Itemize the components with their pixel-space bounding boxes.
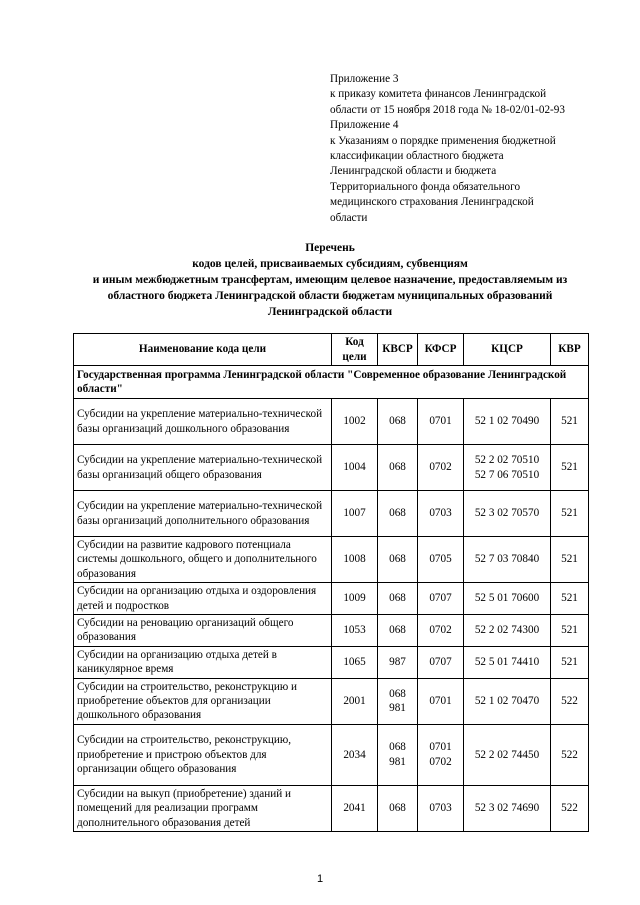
row-name: Субсидии на развитие кадрового потенциала системы дошкольного, общего и дополнительного образования bbox=[74, 537, 332, 583]
header-kvr: КВР bbox=[551, 334, 589, 366]
table-row bbox=[74, 537, 589, 583]
row-kvsr: 068 bbox=[378, 399, 418, 445]
title-line: Перечень bbox=[305, 242, 355, 254]
appendix-line: медицинского страхования Ленинградской bbox=[330, 196, 534, 209]
row-kvsr: 068 981 bbox=[378, 724, 418, 785]
row-kvr: 521 bbox=[551, 537, 589, 583]
row-kvsr: 068 bbox=[378, 785, 418, 831]
table-row bbox=[74, 615, 589, 647]
row-code: 1002 bbox=[332, 399, 378, 445]
row-kvsr: 068 981 bbox=[378, 678, 418, 724]
row-code: 1065 bbox=[332, 646, 378, 678]
row-kcsr: 52 5 01 74410 bbox=[464, 646, 551, 678]
row-kvr: 522 bbox=[551, 785, 589, 831]
row-kcsr: 52 3 02 74690 bbox=[464, 785, 551, 831]
row-name: Субсидии на организацию отдыха и оздоровления детей и подростков bbox=[74, 583, 332, 615]
row-name: Субсидии на выкуп (приобретение) зданий и помещений для реализации программ дополнительного образования детей bbox=[74, 785, 332, 831]
row-kfsr: 0701 bbox=[418, 678, 464, 724]
appendix-line: области bbox=[330, 211, 368, 224]
row-code: 2041 bbox=[332, 785, 378, 831]
row-code: 1053 bbox=[332, 615, 378, 647]
row-kfsr: 0701 0702 bbox=[418, 724, 464, 785]
row-kvsr: 068 bbox=[378, 583, 418, 615]
row-kvsr: 068 bbox=[378, 615, 418, 647]
row-kcsr: 52 1 02 70470 bbox=[464, 678, 551, 724]
table-row bbox=[74, 646, 589, 678]
row-code: 1007 bbox=[332, 491, 378, 537]
program-row bbox=[74, 366, 589, 399]
title-line: кодов целей, присваиваемых субсидиям, субвенциям bbox=[192, 258, 468, 270]
row-kfsr: 0703 bbox=[418, 491, 464, 537]
title-line: и иным межбюджетным трансфертам, имеющим целевое назначение, предоставляемым из bbox=[92, 274, 568, 286]
row-code: 1004 bbox=[332, 445, 378, 491]
row-kfsr: 0701 bbox=[418, 399, 464, 445]
row-kcsr: 52 5 01 70600 bbox=[464, 583, 551, 615]
row-kcsr: 52 7 03 70840 bbox=[464, 537, 551, 583]
table-row bbox=[74, 583, 589, 615]
table-row bbox=[74, 724, 589, 785]
row-name: Субсидии на укрепление материально-технической базы организаций общего образования bbox=[74, 445, 332, 491]
appendix-block bbox=[330, 72, 620, 226]
row-kfsr: 0707 bbox=[418, 646, 464, 678]
row-code: 1009 bbox=[332, 583, 378, 615]
header-name: Наименование кода цели bbox=[74, 334, 332, 366]
target-codes-table bbox=[73, 333, 589, 832]
row-kfsr: 0702 bbox=[418, 615, 464, 647]
row-code: 2034 bbox=[332, 724, 378, 785]
row-kvr: 521 bbox=[551, 646, 589, 678]
row-kcsr: 52 3 02 70570 bbox=[464, 491, 551, 537]
appendix-line: Приложение 3 bbox=[330, 73, 399, 85]
row-kvr: 521 bbox=[551, 491, 589, 537]
row-kvr: 521 bbox=[551, 583, 589, 615]
appendix-line: к Указаниям о порядке применения бюджетной bbox=[330, 134, 556, 147]
row-kvr: 521 bbox=[551, 615, 589, 647]
row-kvr: 521 bbox=[551, 445, 589, 491]
table-header-row bbox=[74, 334, 589, 366]
table-row bbox=[74, 491, 589, 537]
appendix-line: Приложение 4 bbox=[330, 119, 399, 132]
header-kcsr: КЦСР bbox=[464, 334, 551, 366]
row-kvr: 522 bbox=[551, 724, 589, 785]
header-kfsr: КФСР bbox=[418, 334, 464, 366]
row-kcsr: 52 2 02 74450 bbox=[464, 724, 551, 785]
appendix-line: Территориального фонда обязательного bbox=[330, 180, 521, 193]
page-number: 1 bbox=[316, 873, 324, 885]
title-line: областного бюджета Ленинградской области бюджетам муниципальных образований bbox=[107, 290, 553, 302]
row-kvr: 521 bbox=[551, 399, 589, 445]
row-kvr: 522 bbox=[551, 678, 589, 724]
row-name: Субсидии на укрепление материально-технической базы организаций дополнительного образования bbox=[74, 491, 332, 537]
row-name: Субсидии на строительство, реконструкцию и приобретение объектов для организации дошкольного образования bbox=[74, 678, 332, 724]
document-title bbox=[60, 240, 600, 320]
row-kvsr: 068 bbox=[378, 537, 418, 583]
program-title: Государственная программа Ленинградской области "Современное образование Ленинградской области" bbox=[74, 366, 589, 399]
row-kcsr: 52 2 02 74300 bbox=[464, 615, 551, 647]
row-kfsr: 0705 bbox=[418, 537, 464, 583]
header-code: Код цели bbox=[332, 334, 378, 366]
row-kvsr: 987 bbox=[378, 646, 418, 678]
row-name: Субсидии на реновацию организаций общего образования bbox=[74, 615, 332, 647]
row-kfsr: 0703 bbox=[418, 785, 464, 831]
table-row bbox=[74, 445, 589, 491]
table-row bbox=[74, 399, 589, 445]
row-code: 1008 bbox=[332, 537, 378, 583]
appendix-line: классификации областного бюджета bbox=[330, 150, 504, 163]
row-name: Субсидии на организацию отдыха детей в каникулярное время bbox=[74, 646, 332, 678]
title-line: Ленинградской области bbox=[267, 306, 393, 318]
table-row bbox=[74, 785, 589, 831]
row-kvsr: 068 bbox=[378, 491, 418, 537]
row-name: Субсидии на строительство, реконструкцию, приобретение и пристрою объектов для организации общего образования bbox=[74, 724, 332, 785]
row-code: 2001 bbox=[332, 678, 378, 724]
row-kcsr: 52 1 02 70490 bbox=[464, 399, 551, 445]
appendix-line: области от 15 ноября 2018 года № 18-02/01-02-93 bbox=[330, 103, 565, 116]
header-kvsr: КВСР bbox=[378, 334, 418, 366]
row-name: Субсидии на укрепление материально-технической базы организаций дошкольного образования bbox=[74, 399, 332, 445]
table-row bbox=[74, 678, 589, 724]
row-kcsr: 52 2 02 70510 52 7 06 70510 bbox=[464, 445, 551, 491]
row-kvsr: 068 bbox=[378, 445, 418, 491]
appendix-line: Ленинградской области и бюджета bbox=[330, 165, 497, 178]
row-kfsr: 0702 bbox=[418, 445, 464, 491]
row-kfsr: 0707 bbox=[418, 583, 464, 615]
appendix-line: к приказу комитета финансов Ленинградской bbox=[330, 88, 547, 101]
